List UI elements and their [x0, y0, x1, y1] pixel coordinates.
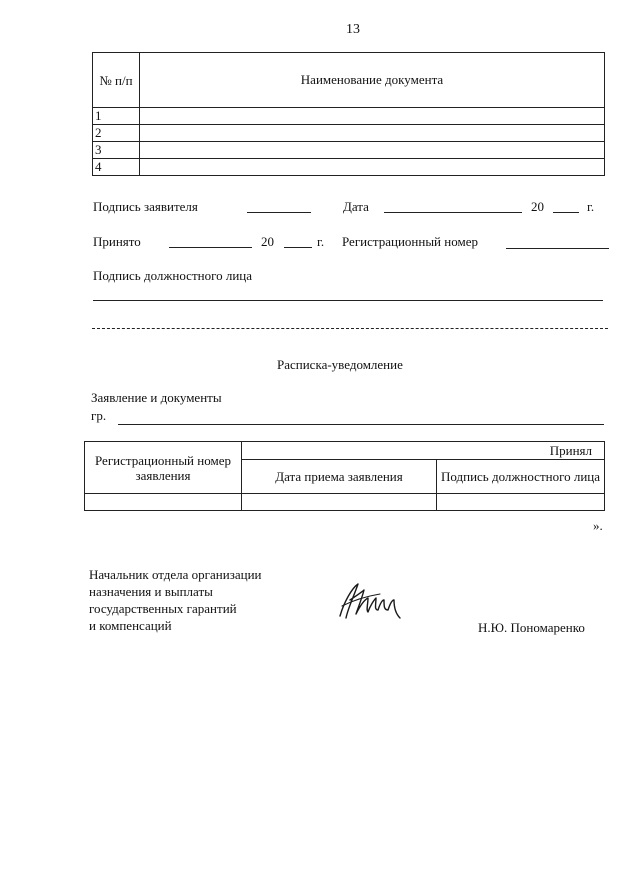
closing-mark: ». [593, 518, 603, 533]
citizen-name-field[interactable] [118, 424, 604, 425]
year-field[interactable] [553, 212, 579, 213]
applicant-sign-label: Подпись заявителя [93, 199, 198, 214]
col-num-header: № п/п [93, 53, 140, 108]
year-suffix: г. [587, 199, 595, 214]
year-field[interactable] [284, 247, 312, 248]
accepted-header: Принял [242, 442, 605, 460]
position-line: назначения и выплаты [89, 584, 213, 599]
row-document-cell[interactable] [140, 125, 605, 142]
applicant-sign-field[interactable] [247, 212, 311, 213]
date-header: Дата приема заявления [242, 460, 437, 494]
row-number: 1 [95, 108, 102, 123]
row-document-cell[interactable] [140, 142, 605, 159]
row-number: 2 [95, 125, 102, 140]
official-sign-cell[interactable] [437, 494, 605, 511]
reg-number-cell[interactable] [85, 494, 242, 511]
table-row [93, 125, 605, 142]
position-line: Начальник отдела организации [89, 567, 262, 582]
date-label: Дата [343, 199, 369, 214]
position-line: и компенсаций [89, 618, 172, 633]
citizen-label: гр. [91, 408, 107, 423]
year-prefix: 20 [531, 199, 544, 214]
year-suffix: г. [317, 234, 325, 249]
table-row [85, 494, 605, 511]
reg-number-label: Регистрационный номер [342, 234, 478, 249]
table-row [93, 159, 605, 176]
date-field[interactable] [384, 212, 522, 213]
reg-number-header: Регистрационный номер заявления [85, 442, 242, 494]
handwritten-signature [334, 578, 406, 624]
official-sign-field[interactable] [93, 300, 603, 301]
row-number: 4 [95, 159, 102, 174]
row-number: 3 [95, 142, 102, 157]
row-document-cell[interactable] [140, 108, 605, 125]
documents-table-header [93, 53, 605, 108]
official-name: Н.Ю. Пономаренко [478, 620, 585, 635]
date-cell[interactable] [242, 494, 437, 511]
reg-number-field[interactable] [506, 248, 609, 249]
page-number: 13 [346, 22, 360, 37]
official-sign-label: Подпись должностного лица [93, 268, 253, 283]
table-row [93, 142, 605, 159]
table-row [93, 108, 605, 125]
accepted-date-field[interactable] [169, 247, 252, 248]
documents-table [92, 52, 605, 176]
position-line: государственных гарантий [89, 601, 237, 616]
row-document-cell[interactable] [140, 159, 605, 176]
statement-label: Заявление и документы [91, 390, 222, 405]
accepted-label: Принято [93, 234, 141, 249]
official-sign-header: Подпись должностного лица [437, 460, 605, 494]
year-prefix: 20 [261, 234, 274, 249]
receipt-title: Расписка-уведомление [277, 357, 403, 372]
receipt-table [84, 441, 605, 511]
cut-line [92, 328, 608, 329]
col-name-header: Наименование документа [140, 53, 605, 108]
